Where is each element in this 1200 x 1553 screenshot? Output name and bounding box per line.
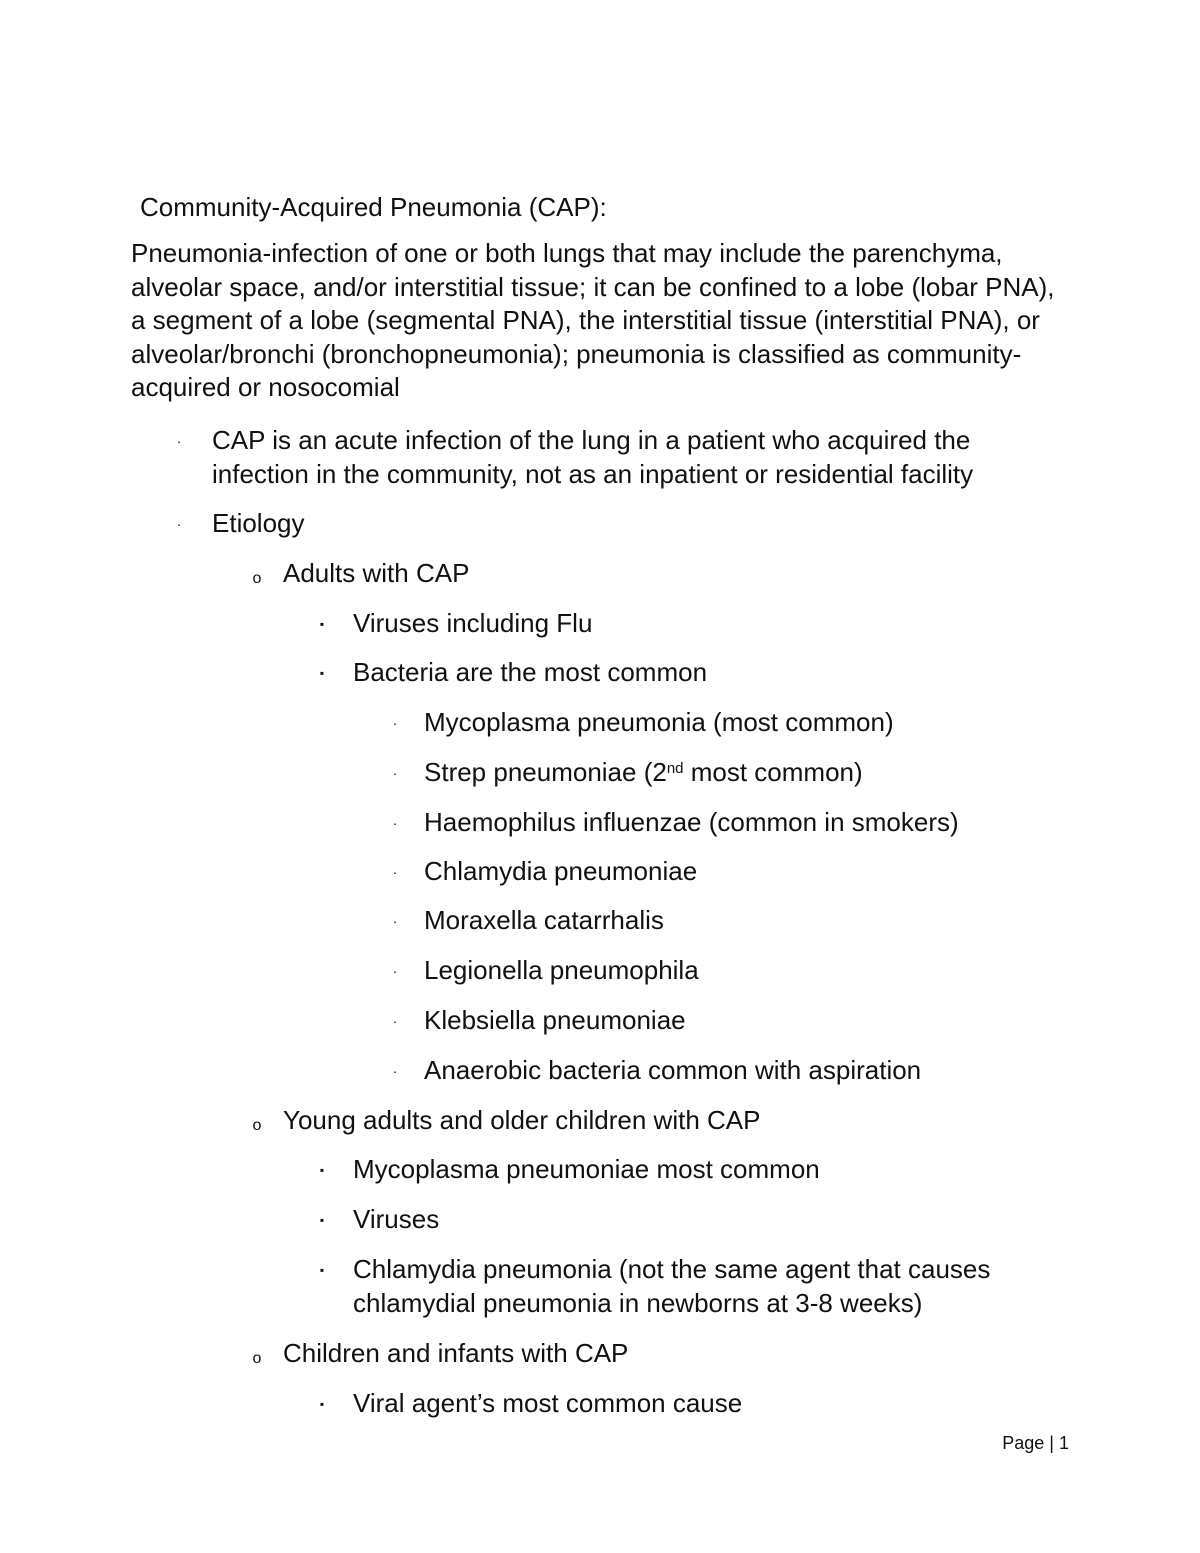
bullet-dot-icon: · xyxy=(176,433,182,449)
bullet-dot-icon: · xyxy=(392,1013,398,1029)
list-item-young-viruses xyxy=(315,1203,1075,1237)
bullet-dot-icon: · xyxy=(392,815,398,831)
list-item-young-chlamydia xyxy=(315,1253,1075,1320)
list-item-adults-bacteria xyxy=(315,656,1075,690)
bullet-square-icon: ▪ xyxy=(319,617,325,631)
bullet-circle-icon: o xyxy=(252,1350,262,1367)
list-item-text xyxy=(424,756,1088,790)
bullet-dot-icon: · xyxy=(392,864,398,880)
list-item-young-adults xyxy=(250,1104,1070,1138)
bullet-square-icon: ▪ xyxy=(319,1163,325,1177)
list-item-etiology xyxy=(172,507,1052,541)
list-item-definition xyxy=(172,424,1052,491)
list-item-text: Viruses xyxy=(353,1204,440,1234)
list-item-text: Chlamydia pneumonia (not the same agent that causes chlamydial pneumonia in newborns at 3-8 weeks) xyxy=(353,1254,991,1318)
list-item-text: Bacteria are the most common xyxy=(353,657,708,687)
list-item-organism xyxy=(388,904,1088,938)
bullet-square-icon: ▪ xyxy=(319,1397,325,1411)
bullet-square-icon: ▪ xyxy=(319,1213,325,1227)
bullet-circle-icon: o xyxy=(252,570,262,587)
list-item-text: Viral agent’s most common cause xyxy=(353,1388,743,1418)
bullet-dot-icon: · xyxy=(176,516,182,532)
list-item-text: Anaerobic bacteria common with aspiration xyxy=(424,1055,922,1085)
list-item-organism xyxy=(388,806,1088,840)
list-item-children xyxy=(250,1337,1070,1371)
list-item-text: Etiology xyxy=(212,508,305,538)
list-item-organism xyxy=(388,1054,1088,1088)
list-item-organism xyxy=(388,706,1088,740)
list-item-text: Children and infants with CAP xyxy=(283,1338,629,1368)
list-item-text: Mycoplasma pneumoniae most common xyxy=(353,1154,820,1184)
strep-text-before: Strep pneumoniae (2 xyxy=(424,757,667,787)
bullet-dot-icon: · xyxy=(392,963,398,979)
intro-paragraph: Pneumonia-infection of one or both lungs that may include the parenchyma, alveolar space, and/or interstitial tissue; it can be confined to a lobe (lobar PNA), a segment of a lobe (segmental PNA), the interstitial tissue (interstitial PNA), or alveolar/bronchi (bronchopneumonia); pneumonia is classified as community-acquired or nosocomial xyxy=(131,238,1055,403)
bullet-square-icon: ▪ xyxy=(319,666,325,680)
list-item-adults xyxy=(250,557,1070,591)
document-title: Community-Acquired Pneumonia (CAP): xyxy=(140,192,607,222)
list-item-organism xyxy=(388,756,1088,790)
ordinal-superscript: nd xyxy=(666,759,684,777)
list-item-text: Mycoplasma pneumonia (most common) xyxy=(424,707,894,737)
bullet-circle-icon: o xyxy=(252,1117,262,1134)
list-item-children-viral xyxy=(315,1387,1075,1421)
bullet-dot-icon: · xyxy=(392,765,398,781)
list-item-text: Haemophilus influenzae (common in smokers) xyxy=(424,807,959,837)
list-item-text: CAP is an acute infection of the lung in a patient who acquired the infection in the community, not as an inpatient or residential facility xyxy=(212,425,974,489)
list-item-organism xyxy=(388,855,1088,889)
list-item-adults-viruses xyxy=(315,607,1075,641)
list-item-text: Adults with CAP xyxy=(283,558,470,588)
list-item-text: Klebsiella pneumoniae xyxy=(424,1005,686,1035)
list-item-text: Moraxella catarrhalis xyxy=(424,905,664,935)
list-item-text: Legionella pneumophila xyxy=(424,955,699,985)
strep-text-after: most common) xyxy=(683,757,863,787)
bullet-dot-icon: · xyxy=(392,715,398,731)
bullet-dot-icon: · xyxy=(392,1063,398,1079)
bullet-square-icon: ▪ xyxy=(319,1263,325,1277)
list-item-text: Chlamydia pneumoniae xyxy=(424,856,698,886)
list-item-text: Young adults and older children with CAP xyxy=(283,1105,761,1135)
page-number-footer: Page | 1 xyxy=(1002,1433,1069,1453)
list-item-organism xyxy=(388,1004,1088,1038)
list-item-organism xyxy=(388,954,1088,988)
list-item-text: Viruses including Flu xyxy=(353,608,593,638)
bullet-dot-icon: · xyxy=(392,913,398,929)
list-item-young-mycoplasma xyxy=(315,1153,1075,1187)
